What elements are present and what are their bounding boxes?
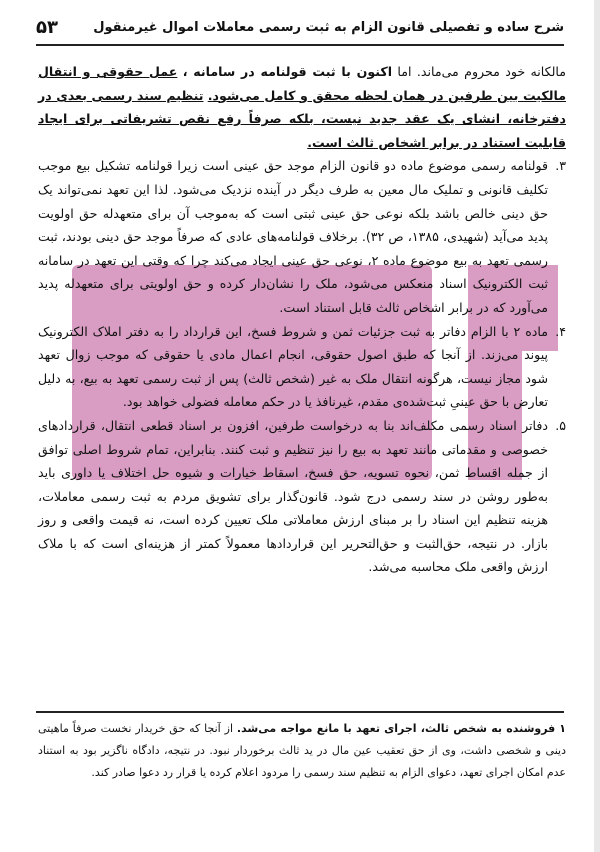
footnote-text: از آنجا که حق خریدار نخست صرفاً ماهیتی دینی و شخصی داشت، وی از حق تعقیب عین مال در ید ثالث برخوردار نبود. در نتیجه، دادگاه ناگزیر بود به استناد عدم امکان اجرای تعهد، دعوای الزام به تنظیم سند رسمی را مردود اعلام کرده یا قرار رد دعوا صادر کند.: [38, 722, 566, 779]
page-number: ۵۳: [36, 16, 58, 38]
main-text: [38, 60, 566, 579]
list-item: [38, 414, 566, 579]
item-text: قولنامه رسمی موضوع ماده دو قانون الزام موجد حق عینی است زیرا قولنامه تشکیل بیع موجب تکلیف قانونی و تملیک مال معین به طرف دیگر در آینده نزدیک می‌شود. لذا این تعهد نمی‌تواند یک حق دینی خالص باشد بلکه نوعی حق عینی ثبتی است که به‌موجب آن برای متعهدله حق اولویت پدید می‌آید (شهیدی، ۱۳۸۵، ص ۳۲). برخلاف قولنامه‌های عادی که صرفاً موجد حق دینی بودند، ثبت رسمی تعهد به بیع موضوع ماده ۲، نوعی حق عینی ایجاد می‌کند چرا که وقتی این تعهد در سامانه ثبت الکترونیک اسناد منعکس می‌شود، ملک را نشان‌دار کرده و حق اولویتی برای متعهدله پدید می‌آورد که در برابر اشخاص ثالث قابل استناد است.: [38, 158, 549, 315]
running-title: شرح ساده و تفصیلی قانون الزام به ثبت رسمی معاملات اموال غیرمنقول: [93, 19, 564, 35]
intro-paragraph: [38, 60, 566, 154]
header-divider: [36, 44, 564, 46]
item-number: ۵.: [555, 417, 566, 433]
footnote-mark: ۱: [559, 722, 566, 735]
footnote-divider: [36, 711, 564, 713]
item-text: ماده ۲ با الزام دفاتر به ثبت جزئیات ثمن و شروط فسخ، این قرارداد را به دفتر املاک الکترونیک پیوند می‌زند. از آنجا که طبق اصول حقوقی، انجام اعمال مادی یا حقوقی که موجب زوال تعهد شود مجاز نیست، هرگونه انتقال ملک به غیر (شخص ثالث) پس از ثبت رسمی تعهد به بیع، به دلیل تعارض با حق عینیِ ثبت‌شده‌ی مقدم، غیرنافذ یا در حکم معامله فضولی خواهد بود.: [38, 323, 548, 410]
page-edge: [594, 0, 600, 852]
intro-text: مالکانه خود محروم می‌ماند. اما: [392, 64, 567, 79]
intro-underlined-1: عمل حقوقی و انتقال مالکیت بین طرفین در همان لحظه محقق و کامل می‌شود.: [38, 64, 566, 103]
list-item: [38, 154, 566, 319]
item-number: ۴.: [555, 323, 566, 339]
footnote-bold: فروشنده به شخص ثالث، اجرای تعهد با مانع مواجه می‌شد.: [236, 722, 556, 735]
item-text: دفاتر اسناد رسمی مکلف‌اند بنا به درخواست طرفین، افزون بر اسناد قطعی انتقال، قراردادهای خصوصی و مقدماتی مانند تعهد به بیع را نیز تنظیم و ثبت کنند. بنابراین، تمام شروط اصلی توافق از جمله اقساط ثمن، نحوه تسویه، حق فسخ، اسقاط خیارات و شیوه حل اختلاف یا داوری باید به‌طور روشن در سند رسمی درج شود. قانون‌گذار برای تشویق مردم به ثبت رسمی معاملات، هزینه تنظیم این اسناد را بر مبنای ارزش معاملاتی ملک تعیین کرده است، نه قیمت واقعی و روز بازار. در نتیجه، حق‌الثبت و حق‌التحریر این قراردادها معمولاً کمتر از هزینه‌ای است که با ملاک ارزش واقعی ملک محاسبه می‌شد.: [38, 417, 548, 575]
intro-underlined-2: تنظیم سند رسمی بعدی در دفترخانه، انشای یک عقد جدید نیست، بلکه صرفاً رفع نقص تشریفاتی برای ایجاد قابلیت استناد در برابر اشخاص ثالث است.: [38, 87, 566, 150]
list-item: [38, 320, 566, 414]
item-number: ۳.: [555, 158, 566, 174]
numbered-list: [38, 154, 566, 579]
footnote: [38, 718, 566, 784]
intro-bold: اکنون با ثبت قولنامه در سامانه ،: [182, 64, 393, 79]
page-header: [36, 12, 564, 42]
